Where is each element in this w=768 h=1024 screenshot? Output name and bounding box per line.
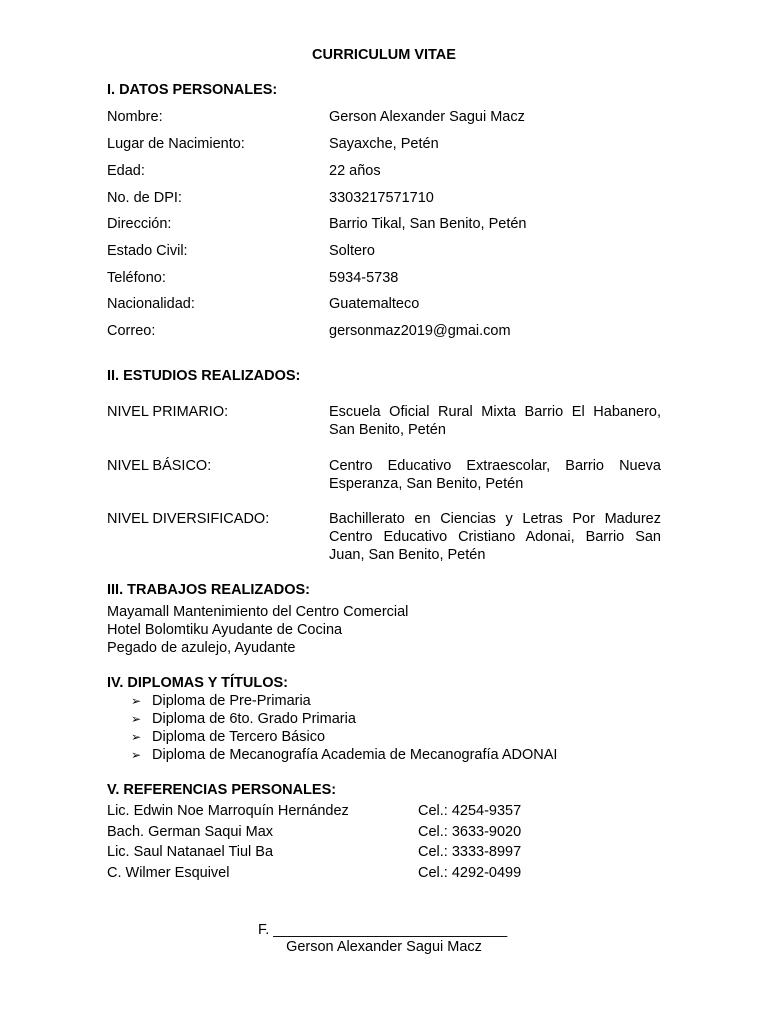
label-direccion: Dirección: xyxy=(107,216,172,232)
diploma-item xyxy=(131,728,557,746)
label-dpi: No. de DPI: xyxy=(107,190,182,206)
diploma-item xyxy=(131,692,557,710)
trabajo-item: Mayamall Mantenimiento del Centro Comercial xyxy=(107,604,409,620)
arrowhead-bullet-icon: ➢ xyxy=(131,730,142,744)
signature-line: F. _____________________________ xyxy=(258,922,508,938)
arrowhead-bullet-icon: ➢ xyxy=(131,694,142,708)
label-lugar-nacimiento: Lugar de Nacimiento: xyxy=(107,136,245,152)
label-correo: Correo: xyxy=(107,323,156,339)
diploma-text: Diploma de Pre-Primaria xyxy=(152,693,311,709)
label-edad: Edad: xyxy=(107,163,145,179)
referencia-name: Bach. German Saqui Max xyxy=(107,824,274,840)
value-lugar-nacimiento: Sayaxche, Petén xyxy=(329,136,439,152)
value-dpi: 3303217571710 xyxy=(329,190,434,206)
referencia-cel: Cel.: 3633-9020 xyxy=(418,824,522,840)
value-nivel-primario: Escuela Oficial Rural Mixta Barrio El Habanero, San Benito, Petén xyxy=(329,404,661,438)
label-nivel-basico: NIVEL BÁSICO: xyxy=(107,458,212,474)
referencia-cel: Cel.: 4254-9357 xyxy=(418,803,522,819)
document-title: CURRICULUM VITAE xyxy=(312,47,456,63)
arrowhead-bullet-icon: ➢ xyxy=(131,748,142,762)
value-nivel-diversificado: Bachillerato en Ciencias y Letras Por Madurez Centro Educativo Cristiano Adonai, Barrio San Juan, San Benito, Petén xyxy=(329,511,661,563)
diploma-item xyxy=(131,710,557,728)
section-heading-referencias: V. REFERENCIAS PERSONALES: xyxy=(107,782,337,798)
referencia-name: Lic. Saul Natanael Tiul Ba xyxy=(107,844,274,860)
value-nacionalidad: Guatemalteco xyxy=(329,296,420,312)
section-heading-estudios: II. ESTUDIOS REALIZADOS: xyxy=(107,368,301,384)
label-estado-civil: Estado Civil: xyxy=(107,243,188,259)
diploma-text: Diploma de 6to. Grado Primaria xyxy=(152,711,356,727)
referencia-cel: Cel.: 3333-8997 xyxy=(418,844,522,860)
trabajo-item: Pegado de azulejo, Ayudante xyxy=(107,640,296,656)
value-nivel-basico: Centro Educativo Extraescolar, Barrio Nueva Esperanza, San Benito, Petén xyxy=(329,458,661,492)
value-telefono: 5934-5738 xyxy=(329,270,399,286)
signature-name: Gerson Alexander Sagui Macz xyxy=(286,939,482,955)
section-heading-trabajos: III. TRABAJOS REALIZADOS: xyxy=(107,582,311,598)
diploma-text: Diploma de Mecanografía Academia de Mecanografía ADONAI xyxy=(152,747,558,763)
label-nombre: Nombre: xyxy=(107,109,163,125)
section-heading-datos: I. DATOS PERSONALES: xyxy=(107,82,278,98)
value-correo: gersonmaz2019@gmai.com xyxy=(329,323,511,339)
diplomas-list xyxy=(131,692,557,764)
label-nivel-diversificado: NIVEL DIVERSIFICADO: xyxy=(107,511,270,527)
referencia-cel: Cel.: 4292-0499 xyxy=(418,865,522,881)
label-nacionalidad: Nacionalidad: xyxy=(107,296,195,312)
value-direccion: Barrio Tikal, San Benito, Petén xyxy=(329,216,527,232)
value-estado-civil: Soltero xyxy=(329,243,375,259)
diploma-text: Diploma de Tercero Básico xyxy=(152,729,326,745)
label-telefono: Teléfono: xyxy=(107,270,166,286)
arrowhead-bullet-icon: ➢ xyxy=(131,712,142,726)
referencia-name: Lic. Edwin Noe Marroquín Hernández xyxy=(107,803,349,819)
diploma-item xyxy=(131,746,557,764)
referencia-name: C. Wilmer Esquivel xyxy=(107,865,230,881)
label-nivel-primario: NIVEL PRIMARIO: xyxy=(107,404,229,420)
value-edad: 22 años xyxy=(329,163,381,179)
value-nombre: Gerson Alexander Sagui Macz xyxy=(329,109,525,125)
section-heading-diplomas: IV. DIPLOMAS Y TÍTULOS: xyxy=(107,675,289,691)
trabajo-item: Hotel Bolomtiku Ayudante de Cocina xyxy=(107,622,343,638)
